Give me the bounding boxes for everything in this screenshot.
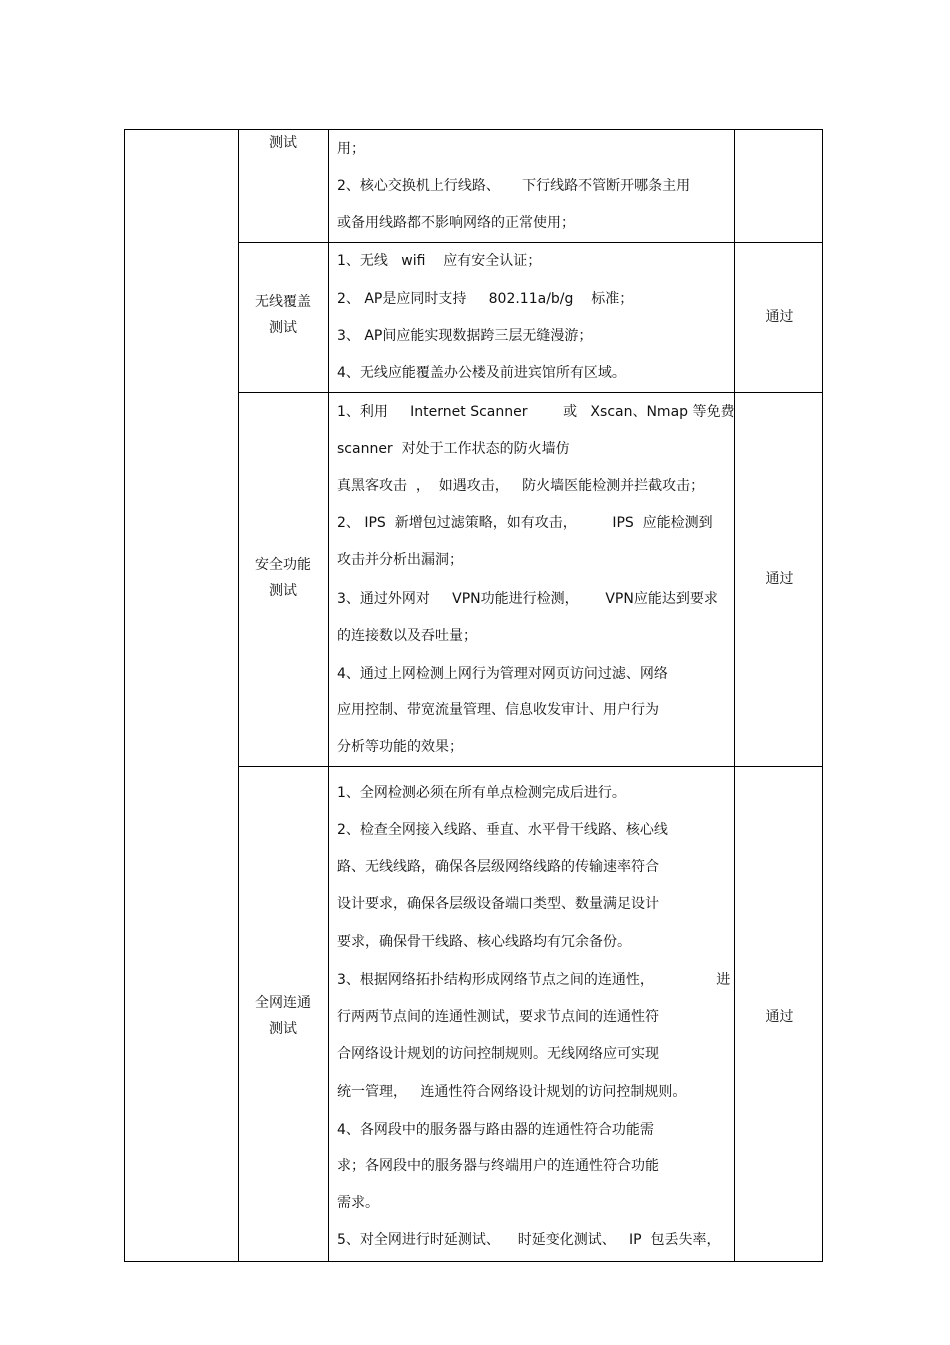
- content-line: 的连接数以及吞吐量；: [337, 628, 477, 644]
- category-text: 测试: [269, 320, 297, 336]
- content-line: 真黑客攻击 ， 如遇攻击， 防火墙医能检测并拦截攻击；: [337, 478, 705, 494]
- category-text: 无线覆盖: [255, 294, 311, 310]
- content-line: 要求，确保骨干线路、核心线路均有冗余备份。: [337, 934, 631, 950]
- result-pass: 通过: [765, 309, 794, 325]
- content-line: 2、 AP是应同时支持 802.11a/b/g 标准；: [337, 291, 634, 307]
- row-divider: [238, 392, 822, 393]
- content-line: 合网络设计规划的访问控制规则。无线网络应可实现: [337, 1046, 659, 1062]
- content-line: 1、全网检测必须在所有单点检测完成后进行。: [337, 785, 626, 801]
- content-line: 2、 IPS 新增包过滤策略，如有攻击， IPS 应能检测到: [337, 515, 713, 531]
- content-line: 应用控制、带宽流量管理、信息收发审计、用户行为: [337, 702, 659, 718]
- content-line: 5、对全网进行时延测试、 时延变化测试、 IP 包丢失率，: [337, 1232, 721, 1248]
- content-line: 行两两节点间的连通性测试，要求节点间的连通性符: [337, 1009, 659, 1025]
- content-line: 3、根据网络拓扑结构形成网络节点之间的连通性， 进: [337, 972, 731, 988]
- row-category: [238, 130, 328, 156]
- row-category: [238, 990, 328, 1042]
- row-divider: [238, 766, 822, 767]
- category-text: 测试: [269, 583, 297, 599]
- content-line: 1、无线 wifi 应有安全认证；: [337, 253, 542, 269]
- content-line: 2、检查全网接入线路、垂直、水平骨干线路、核心线: [337, 822, 668, 838]
- content-line: 统一管理， 连通性符合网络设计规划的访问控制规则。: [337, 1084, 687, 1100]
- content-line: 攻击并分析出漏洞；: [337, 552, 463, 568]
- content-line: scanner 对处于工作状态的防火墙仿: [337, 441, 570, 457]
- row-divider: [238, 242, 822, 243]
- content-line: 设计要求，确保各层级设备端口类型、数量满足设计: [337, 896, 659, 912]
- content-line: 2、核心交换机上行线路、 下行线路不管断开哪条主用: [337, 178, 691, 194]
- category-text: 测试: [269, 1021, 297, 1037]
- content-line: 4、无线应能覆盖办公楼及前进宾馆所有区域。: [337, 365, 626, 381]
- column-divider: [734, 130, 735, 1261]
- content-line: 需求。: [337, 1195, 379, 1211]
- content-line: 求；各网段中的服务器与终端用户的连通性符合功能: [337, 1158, 659, 1174]
- content-line: 3、通过外网对 VPN功能进行检测， VPN应能达到要求: [337, 591, 718, 607]
- result-pass: 通过: [765, 1009, 794, 1025]
- test-table: [124, 129, 823, 1262]
- content-line: 3、 AP间应能实现数据跨三层无缝漫游；: [337, 328, 593, 344]
- row-category: [238, 289, 328, 341]
- content-line: 4、各网段中的服务器与路由器的连通性符合功能需: [337, 1122, 654, 1138]
- content-line: 分析等功能的效果；: [337, 739, 463, 755]
- column-divider: [328, 130, 329, 1261]
- result-pass: 通过: [765, 571, 794, 587]
- content-line: 用；: [337, 141, 365, 157]
- category-text: 测试: [269, 135, 297, 151]
- row-category: [238, 552, 328, 604]
- content-line: 或备用线路都不影响网络的正常使用；: [337, 215, 575, 231]
- category-text: 全网连通: [255, 995, 311, 1011]
- content-line: 1、利用 Internet Scanner 或 Xscan、Nmap 等免费: [337, 404, 735, 420]
- content-line: 路、无线线路，确保各层级网络线路的传输速率符合: [337, 859, 659, 875]
- category-text: 安全功能: [255, 557, 311, 573]
- content-line: 4、通过上网检测上网行为管理对网页访问过滤、网络: [337, 666, 668, 682]
